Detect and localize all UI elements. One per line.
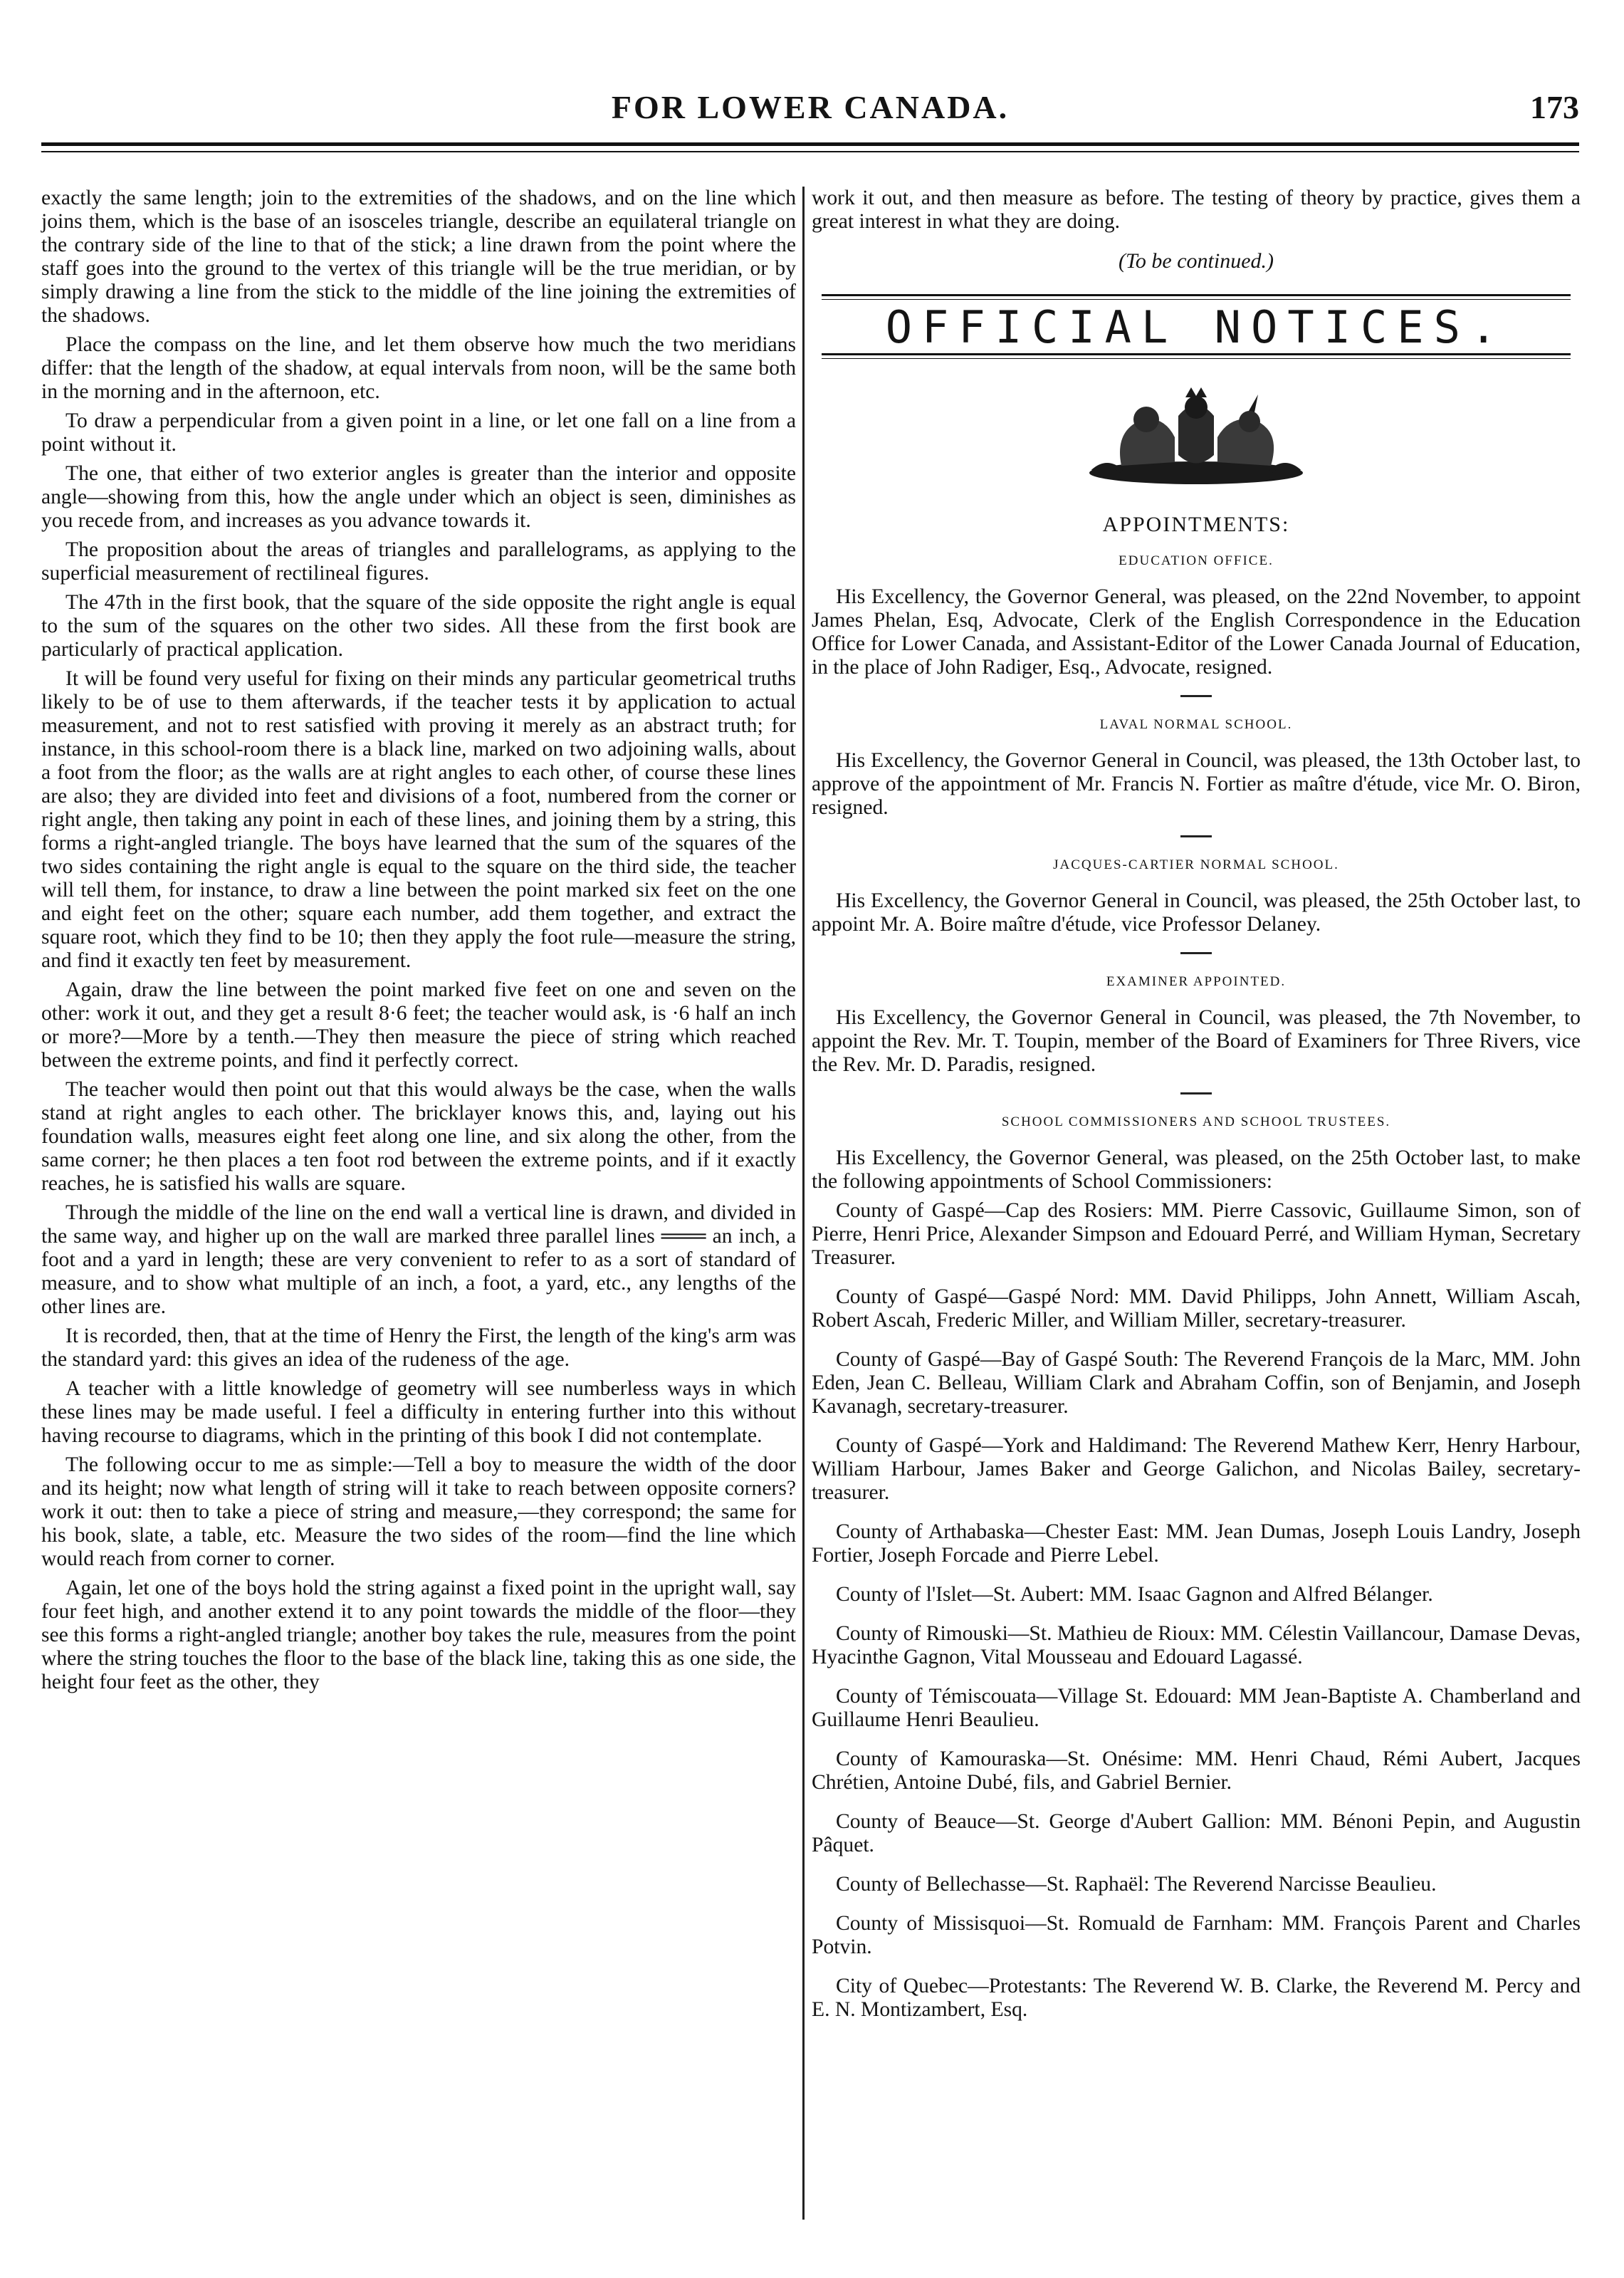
separator-dash (1180, 952, 1212, 954)
paragraph: Again, let one of the boys hold the string against a fixed point in the upright wall, say four feet high, and another extend it to any point towards the middle of the floor—they see this forms a right-angled triangle; another boy takes the rule, measures from the point where the string touches the floor to the base of the black line, taking this as one side, the height four feet as the other, they (41, 1577, 796, 1693)
page-number: 173 (1530, 89, 1579, 125)
county-entry: County of l'Islet—St. Aubert: MM. Isaac Gagnon and Alfred Bélanger. (836, 1583, 1433, 1606)
jacques-cartier-heading: JACQUES-CARTIER NORMAL SCHOOL. (1053, 857, 1339, 872)
commissioners-heading: SCHOOL COMMISSIONERS AND SCHOOL TRUSTEES. (1001, 1114, 1391, 1129)
paragraph: The teacher would then point out that this would always be the case, when the walls stand at right angles to each other. The bricklayer knows this, and, laying out his foundation walls, measures eight feet along one line, and six along the other, from the same corner; he then places a ten foot rod between the extreme points, and if it exactly reaches, he is satisfied his walls are square. (41, 1078, 796, 1195)
section-rule (822, 353, 1571, 359)
paragraph: The one, that either of two exterior angles is greater than the interior and opposite angle—showing from this, how the angle under which an object is seen, diminishes as you recede from, and increases as you advance towards it. (41, 462, 796, 532)
county-entry: County of Beauce—St. George d'Aubert Gallion: MM. Bénoni Pepin, and Augustin Pâquet. (812, 1810, 1581, 1856)
examiner-heading: EXAMINER APPOINTED. (1106, 974, 1287, 989)
county-entry: County of Missisquoi—St. Romuald de Farnham: MM. François Parent and Charles Potvin. (812, 1912, 1581, 1958)
left-column (41, 187, 796, 1700)
continuation-paragraph: work it out, and then measure as before. The testing of theory by practice, gives them a great interest in what they are doing. (812, 187, 1581, 233)
paragraph: Again, draw the line between the point marked five feet on one and seven on the other: work it out, and they get a result 8·6 feet; the teacher would ask, is ·6 half an inch or more?—More by a tenth.—They then measure the piece of string which reached between the extreme points, and find it perfectly correct. (41, 978, 796, 1072)
separator-dash (1180, 1092, 1212, 1094)
official-notices-heading: OFFICIAL NOTICES. (885, 301, 1507, 353)
column-divider (802, 187, 805, 2220)
notice-paragraph: His Excellency, the Governor General, was pleased, on the 25th October last, to make the following appointments of School Commissioners: (812, 1146, 1581, 1193)
paragraph: It is recorded, then, that at the time of Henry the First, the length of the king's arm was the standard yard: this gives an idea of the rudeness of the age. (41, 1325, 796, 1371)
notice-paragraph: His Excellency, the Governor General in Council, was pleased, the 7th November, to appoint the Rev. Mr. T. Toupin, member of the Board of Examiners for Three Rivers, vice the Rev. Mr. D. Paradis, resigned. (812, 1006, 1581, 1076)
county-entry: County of Gaspé—York and Haldimand: The Reverend Mathew Kerr, Henry Harbour, William Harbour, James Baker and George Galichon, and Nicolas Bailey, secretary-treasurer. (812, 1434, 1581, 1504)
paragraph: Through the middle of the line on the end wall a vertical line is drawn, and divided in the same way, and higher up on the wall are marked three parallel lines ═══ an inch, a foot and a yard in length; these are very convenient to refer to as a sort of standard of measure, and to show what multiple of an inch, a foot, a yard, etc., any lengths of the other lines are. (41, 1201, 796, 1318)
county-entry: County of Gaspé—Cap des Rosiers: MM. Pierre Cassovic, Guillaume Simon, son of Pierre, Henri Price, Alexander Simpson and Edouard Perré, and William Hyman, Secretary Treasurer. (812, 1199, 1581, 1269)
county-entry: County of Arthabaska—Chester East: MM. Jean Dumas, Joseph Louis Landry, Joseph Fortier, Joseph Forcade and Pierre Lebel. (812, 1520, 1581, 1567)
paragraph: The following occur to me as simple:—Tell a boy to measure the width of the door and its height; now what length of string will it take to reach between opposite corners? work it out: then to take a piece of string and measure,—they correspond; the same for his book, slate, a table, etc. Measure the two sides of the room—find the line which would reach from corner to corner. (41, 1453, 796, 1570)
county-entry: City of Quebec—Protestants: The Reverend W. B. Clarke, the Reverend M. Percy and E. N. Montizambert, Esq. (812, 1975, 1581, 2021)
laval-heading: LAVAL NORMAL SCHOOL. (1099, 717, 1293, 732)
separator-dash (1180, 695, 1212, 697)
paragraph: The 47th in the first book, that the square of the side opposite the right angle is equal to the sum of the squares on the other two sides. All these from the first book are particularly of practical application. (41, 591, 796, 661)
right-column (812, 187, 1581, 2037)
appointments-heading: APPOINTMENTS: (1102, 513, 1290, 536)
county-entry: County of Témiscouata—Village St. Edouard: MM Jean-Baptiste A. Chamberland and Guillaume Henri Beaulieu. (812, 1685, 1581, 1731)
education-office-heading: EDUCATION OFFICE. (1119, 553, 1274, 568)
notice-paragraph: His Excellency, the Governor General in Council, was pleased, the 13th October last, to approve of the appointment of Mr. Francis N. Fortier as maître d'étude, vice Mr. O. Biron, resigned. (812, 749, 1581, 819)
section-rule (822, 294, 1571, 300)
county-entry: County of Kamouraska—St. Onésime: MM. Henri Chaud, Rémi Aubert, Jacques Chrétien, Antoine Dubé, fils, and Gabriel Bernier. (812, 1747, 1581, 1794)
separator-dash (1180, 835, 1212, 837)
county-entry: County of Gaspé—Gaspé Nord: MM. David Philipps, John Annett, William Ascah, Robert Ascah, Frederic Miller, and William Miller, secretary-treasurer. (812, 1285, 1581, 1332)
paragraph: The proposition about the areas of triangles and parallelograms, as applying to the superficial measurement of rectilineal figures. (41, 538, 796, 585)
header-rule-thin (41, 151, 1579, 152)
paragraph: exactly the same length; join to the extremities of the shadows, and on the line which joins them, which is the base of an isosceles triangle, describe an equilateral triangle on the contrary side of the line to that of the stick; a line drawn from the point where the staff goes into the ground to the vertex of this triangle will be the true meridian, or by simply drawing a line from the stick to the middle of the line joining the extremities of the shadows. (41, 187, 796, 327)
header-rule-thick (41, 142, 1579, 146)
page-header (41, 88, 1579, 138)
royal-arms-icon (1079, 387, 1314, 494)
paragraph: It will be found very useful for fixing on their minds any particular geometrical truths likely to be of use to them afterwards, if the teacher tests it by application to actual measurement, and not to rest satisfied with proving it merely as an abstract truth; for instance, in this school-room there is a black line, marked on two adjoining walls, about a foot from the floor; as the walls are at right angles to each other, of course these lines are also; they are divided into feet and divisions of a foot, numbered from the corner or right angle, then taking any point in each of these lines, and joining them by a string, this forms a right-angled triangle. The boys have learned that the sum of the squares of the two sides containing the right angle is equal to the square on the third side, the teacher will tell them, for instance, to draw a line between the point marked six feet on the one and eight feet on the other; square each number, add them together, and extract the square root, which they find to be 10; then they apply the foot rule—measure the string, and find it exactly ten feet by measurement. (41, 667, 796, 972)
county-entry: County of Bellechasse—St. Raphaël: The Reverend Narcisse Beaulieu. (836, 1873, 1437, 1896)
paragraph: To draw a perpendicular from a given point in a line, or let one fall on a line from a point without it. (41, 409, 796, 456)
county-entry: County of Rimouski—St. Mathieu de Rioux: MM. Célestin Vaillancour, Damase Devas, Hyacinthe Gagnon, Vital Mousseau and Edouard Lagassé. (812, 1622, 1581, 1668)
county-entry: County of Gaspé—Bay of Gaspé South: The Reverend François de la Marc, MM. John Eden, Jean C. Belleau, William Clark and Abraham Coffin, son of Benjamin, and Joseph Kavanagh, secretary-treasurer. (812, 1348, 1581, 1418)
to-be-continued: (To be continued.) (1118, 249, 1274, 273)
notice-paragraph: His Excellency, the Governor General in Council, was pleased, the 25th October last, to appoint Mr. A. Boire maître d'étude, vice Professor Delaney. (812, 889, 1581, 936)
running-title: FOR LOWER CANADA. (611, 89, 1010, 125)
coat-of-arms (812, 387, 1581, 500)
notice-paragraph: His Excellency, the Governor General, was pleased, on the 22nd November, to appoint James Phelan, Esq, Advocate, Clerk of the English Correspondence in the Education Office for Lower Canada, and Assistant-Editor of the Lower Canada Journal of Education, in the place of John Radiger, Esq., Advocate, resigned. (812, 585, 1581, 679)
paragraph: Place the compass on the line, and let them observe how much the two meridians differ: that the length of the shadow, at equal intervals from noon, will be the same both in the morning and in the afternoon, etc. (41, 333, 796, 403)
paragraph: A teacher with a little knowledge of geometry will see numberless ways in which these lines may be made useful. I feel a difficulty in entering further into this without having recourse to diagrams, which in the printing of this book I did not contemplate. (41, 1377, 796, 1447)
